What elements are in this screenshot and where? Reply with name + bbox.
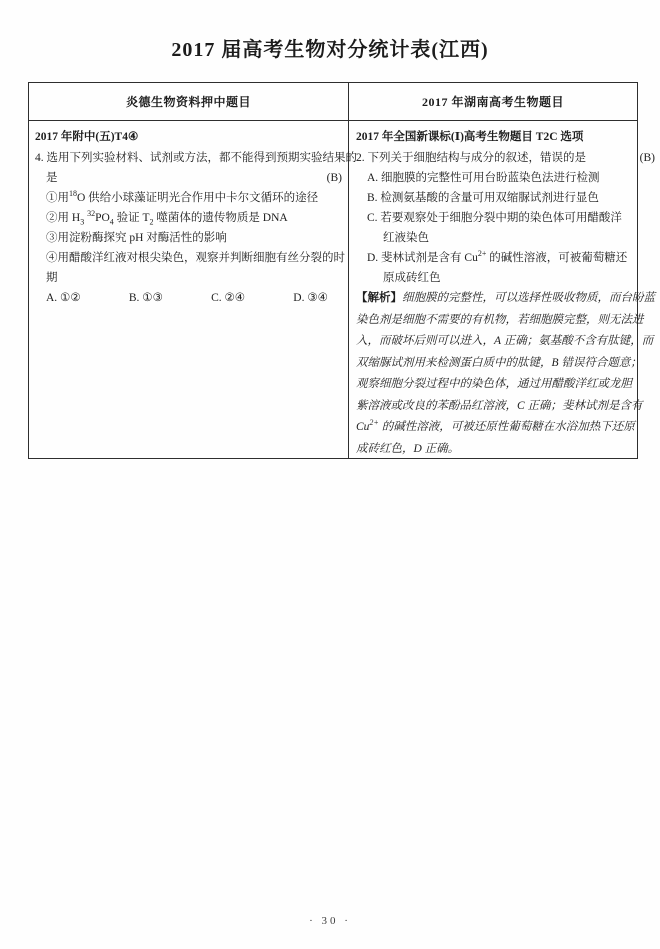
- stem-text: 2. 下列关于细胞结构与成分的叙述，错误的是: [356, 152, 586, 164]
- analysis-label: 【解析】: [356, 292, 402, 304]
- answer-label: (B): [326, 172, 342, 184]
- option-c-line1: C. 若要观察处于细胞分裂中期的染色体可用醋酸洋: [367, 212, 622, 224]
- comparison-table: [28, 82, 655, 459]
- analysis-line-7: [356, 417, 655, 439]
- list-item-2: [35, 208, 342, 228]
- cell-exam-question: [349, 121, 660, 458]
- analysis-line-4: 双缩脲试剂用来检测蛋白质中的肽键，B 错误符合题意；: [356, 356, 642, 369]
- analysis-line-3: 入，而破坏后则可以进入，A 正确；氨基酸不含有肽键，而: [356, 335, 654, 347]
- list-item-1: [35, 188, 342, 208]
- option-text: 的碱性溶液，可被葡萄糖还: [486, 252, 628, 264]
- subscript: 2: [149, 217, 154, 227]
- item-text: ②用 H: [46, 212, 81, 224]
- analysis-line-6: 紫溶液或改良的苯酚品红溶液，C 正确；斐林试剂是含有: [356, 399, 643, 412]
- question-source: 2017 年全国新课标(Ⅰ)高考生物题目 T2C 选项: [356, 131, 584, 143]
- stem-text: 是: [46, 172, 58, 184]
- question-stem-line2: [35, 168, 342, 188]
- answer-label: (B): [639, 152, 655, 164]
- table-body-row: [29, 121, 655, 458]
- item-text: PO: [95, 212, 110, 224]
- analysis-line-8: 成砖红色，D 正确。: [356, 442, 460, 455]
- option-b: B. 检测氨基酸的含量可用双缩脲试剂进行显色: [367, 192, 599, 204]
- analysis-text: 的碱性溶液，可被还原性葡萄糖在水浴加热下还原: [378, 421, 635, 433]
- item-text: 噬菌体的遗传物质是 DNA: [153, 212, 288, 224]
- superscript: 32: [87, 209, 96, 219]
- list-item-4-line2: 期: [46, 272, 58, 284]
- header-cell-predicted: 炎德生物资料押中题目: [29, 83, 349, 120]
- item-text: ①用: [46, 192, 69, 204]
- header-cell-exam: 2017 年湖南高考生物题目: [421, 95, 564, 109]
- cell-predicted-question: [29, 121, 357, 458]
- option-a: A. ①②: [46, 292, 81, 304]
- option-a: A. 细胞膜的完整性可用台盼蓝染色法进行检测: [367, 172, 600, 184]
- analysis-line-5: 观察细胞分裂过程中的染色体，通过用醋酸洋红或龙胆: [356, 378, 632, 390]
- question-stem: [356, 148, 655, 168]
- analysis-text: 细胞膜的完整性，可以选择性吸收物质，而台盼蓝: [402, 292, 655, 304]
- question-source: 2017 年附中(五)T4④: [35, 131, 139, 143]
- option-c: C. ②④: [211, 292, 246, 304]
- analysis-text: Cu: [356, 421, 370, 433]
- superscript: 18: [69, 189, 77, 199]
- option-c-line2: 红液染色: [383, 232, 429, 244]
- subscript: 3: [80, 217, 85, 227]
- option-d-line1: [356, 248, 655, 268]
- page-number: · 30 ·: [309, 915, 351, 927]
- options-row: [46, 288, 328, 308]
- analysis-line-1: [356, 288, 655, 310]
- option-d: D. ③④: [293, 292, 328, 304]
- subscript: 4: [109, 217, 114, 227]
- table-header-row: [29, 83, 637, 121]
- option-text: D. 斐林试剂是含有 Cu: [367, 252, 478, 264]
- option-b: B. ①③: [128, 292, 163, 304]
- item-text: O 供给小球藻证明光合作用中卡尔文循环的途径: [77, 192, 319, 204]
- question-stem-line1: 4. 选用下列实验材料、试剂或方法，都不能得到预期实验结果的: [35, 152, 357, 164]
- analysis-line-2: 染色剂是细胞不需要的有机物，若细胞膜完整，则无法进: [356, 313, 644, 326]
- superscript: 2+: [477, 249, 487, 259]
- list-item-4-line1: ④用醋酸洋红液对根尖染色，观察并判断细胞有丝分裂的时: [46, 252, 345, 264]
- option-d-line2: 原成砖红色: [383, 272, 441, 284]
- page-title: 2017 届高考生物对分统计表(江西): [171, 39, 489, 61]
- list-item-3: ③用淀粉酶探究 pH 对酶活性的影响: [46, 232, 227, 244]
- superscript: 2+: [369, 418, 379, 428]
- item-text: 验证 T: [113, 212, 150, 224]
